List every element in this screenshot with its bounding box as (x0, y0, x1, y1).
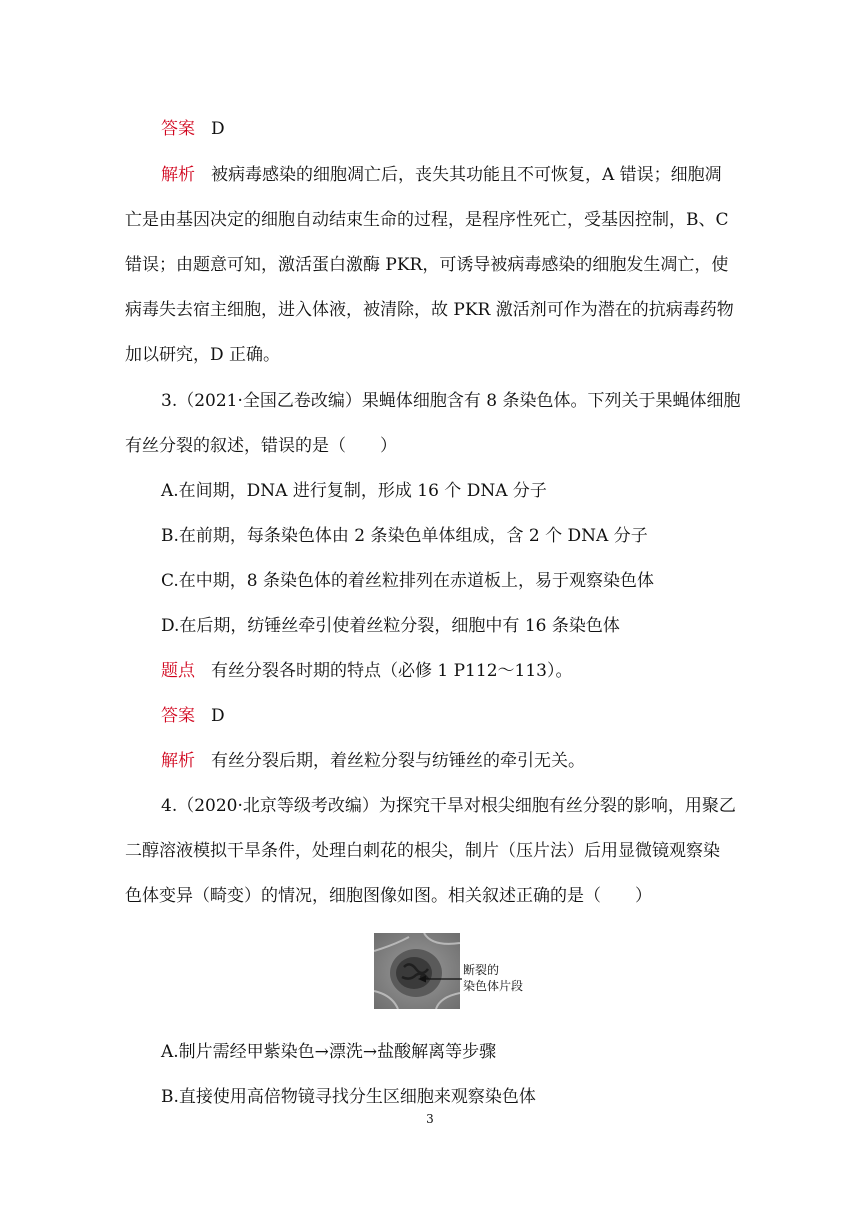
analysis-text: 被病毒感染的细胞凋亡后，丧失其功能且不可恢复，A 错误；细胞凋 (211, 165, 722, 185)
annotation-arrow (418, 975, 462, 983)
analysis-line-2: 亡是由基因决定的细胞自动结束生命的过程，是程序性死亡，受基因控制，B、C (125, 210, 729, 230)
answer-label: 答案 (161, 706, 195, 726)
question-3-analysis (161, 749, 585, 773)
analysis-label: 解析 (161, 751, 195, 771)
analysis-line-5: 加以研究，D 正确。 (125, 345, 281, 365)
topic-label: 题点 (161, 661, 195, 681)
question-4-option-a: A.制片需经甲紫染色→漂洗→盐酸解离等步骤 (161, 1042, 497, 1062)
answer-value: D (211, 706, 225, 726)
question-3-answer (161, 704, 225, 728)
cell-micrograph (374, 933, 460, 1009)
analysis-text: 有丝分裂后期，着丝粒分裂与纺锤丝的牵引无关。 (211, 751, 585, 771)
question-4-stem-1: 4.（2020·北京等级考改编）为探究干旱对根尖细胞有丝分裂的影响，用聚乙 (161, 796, 736, 816)
topic-text: 有丝分裂各时期的特点（必修 1 P112～113）。 (211, 661, 573, 681)
answer-label: 答案 (161, 119, 195, 139)
question-4-stem-2: 二醇溶液模拟干旱条件，处理白刺花的根尖，制片（压片法）后用显微镜观察染 (125, 841, 720, 861)
page-number: 3 (426, 1112, 434, 1126)
analysis-line-1 (161, 163, 722, 187)
question-3-option-c: C.在中期，8 条染色体的着丝粒排列在赤道板上，易于观察染色体 (161, 571, 655, 591)
question-3-option-d: D.在后期，纺锤丝牵引使着丝粒分裂，细胞中有 16 条染色体 (161, 616, 620, 636)
question-4-option-b: B.直接使用高倍物镜寻找分生区细胞来观察染色体 (161, 1087, 536, 1107)
annotation-line-2: 染色体片段 (463, 979, 524, 993)
question-3-option-a: A.在间期，DNA 进行复制，形成 16 个 DNA 分子 (161, 481, 547, 501)
answer-value: D (211, 119, 225, 139)
micrograph-image (374, 933, 460, 1009)
question-3-stem-1: 3.（2021·全国乙卷改编）果蝇体细胞含有 8 条染色体。下列关于果蝇体细胞 (161, 391, 741, 411)
analysis-line-3: 错误；由题意可知，激活蛋白激酶 PKR，可诱导被病毒感染的细胞发生凋亡，使 (125, 255, 729, 275)
question-3-topic (161, 659, 572, 683)
analysis-label: 解析 (161, 165, 195, 185)
analysis-line-4: 病毒失去宿主细胞，进入体液，被清除，故 PKR 激活剂可作为潜在的抗病毒药物 (125, 300, 734, 320)
question-3-stem-2: 有丝分裂的叙述，错误的是（ ） (125, 436, 397, 456)
question-3-option-b: B.在前期，每条染色体由 2 条染色单体组成，含 2 个 DNA 分子 (161, 526, 648, 546)
annotation-line-1: 断裂的 (463, 963, 500, 977)
figure-annotation (463, 962, 523, 994)
answer-line (161, 117, 225, 141)
question-4-stem-3: 色体变异（畸变）的情况，细胞图像如图。相关叙述正确的是（ ） (125, 886, 652, 906)
